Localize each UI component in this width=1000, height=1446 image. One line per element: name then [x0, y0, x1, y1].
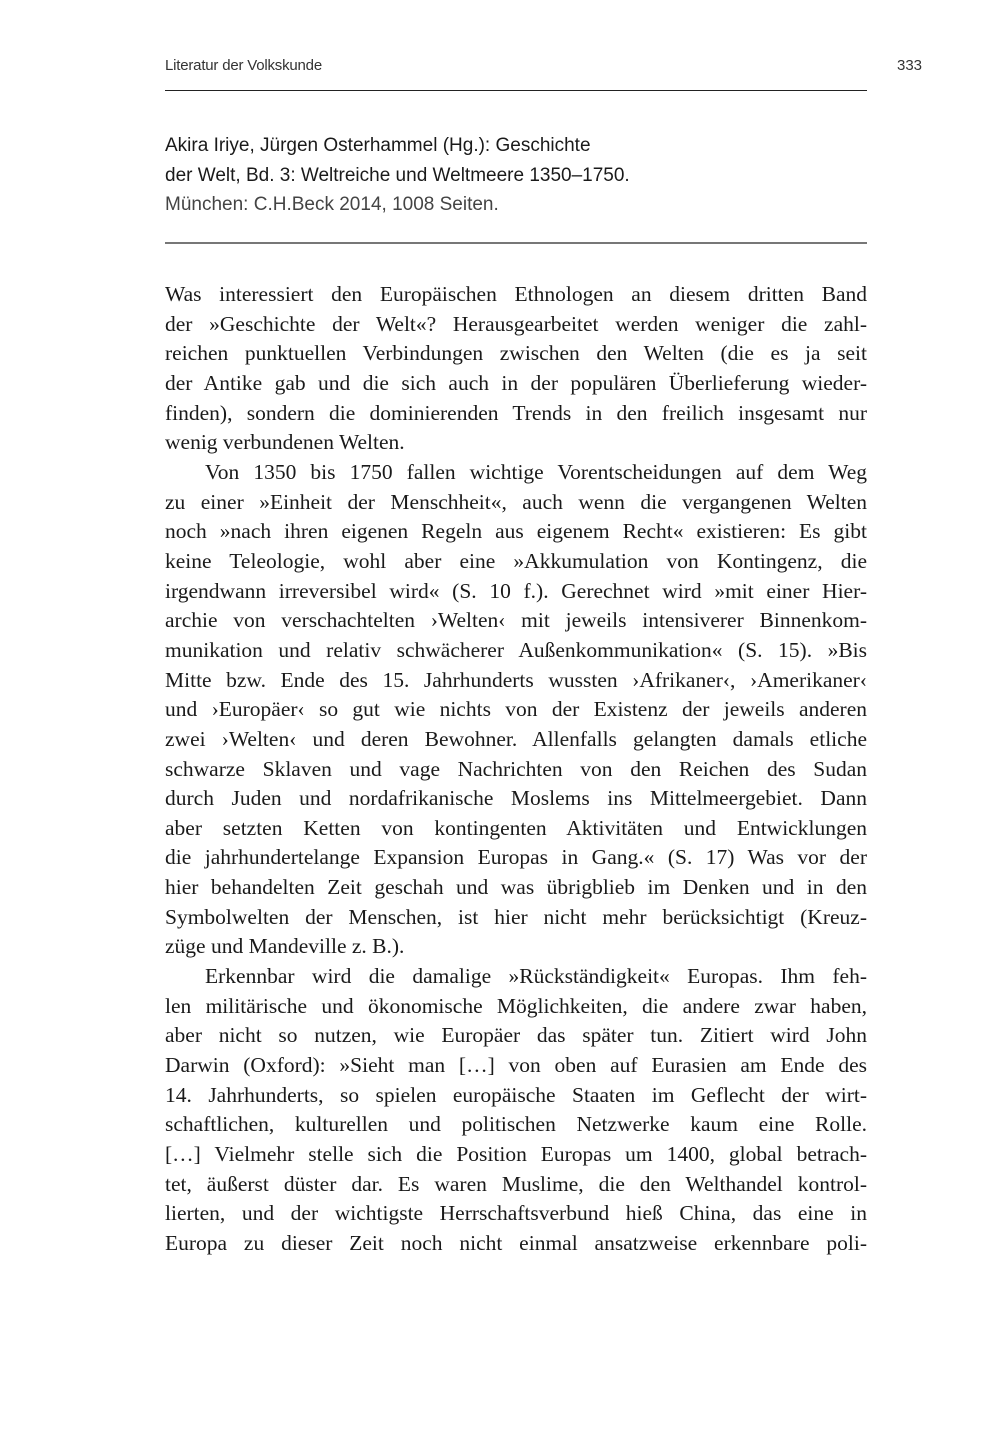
body-text-line: […] Vielmehr stelle sich die Position Europas um 1400, global betrach- [165, 1142, 867, 1167]
page-number: 333 [897, 57, 923, 74]
body-text-line: schaftlichen, kulturellen und politischen Netzwerke kaum eine Rolle. [165, 1112, 867, 1137]
body-text-line: len militärische und ökonomische Möglichkeiten, die andere zwar haben, [165, 993, 867, 1018]
review-body [165, 280, 867, 1259]
body-text-line: aber nicht so nutzen, wie Europäer das später tun. Zitiert wird John [165, 1023, 867, 1048]
heading-rule [165, 242, 867, 244]
body-text-line: Von 1350 bis 1750 fallen wichtige Vorentscheidungen auf dem Weg [205, 459, 867, 484]
body-text-line: der Antike gab und die sich auch in der populären Überlieferung wieder- [165, 370, 867, 395]
body-text-line: aber setzten Ketten von kontingenten Aktivitäten und Entwicklungen [165, 815, 867, 840]
body-text-line: zu einer »Einheit der Menschheit«, auch wenn die vergangenen Welten [165, 489, 867, 514]
body-text-line: Was interessiert den Europäischen Ethnologen an diesem dritten Band [165, 282, 867, 306]
body-text-line: noch »nach ihren eigenen Regeln aus eigenem Recht« existieren: Es gibt [165, 519, 867, 544]
body-text-line: irgendwann irreversibel wird« (S. 10 f.). Gerechnet wird »mit einer Hier- [165, 578, 867, 603]
body-text-line: finden), sondern die dominierenden Trends in den freilich insgesamt nur [165, 400, 867, 425]
body-text-line: und ›Europäer‹ so gut wie nichts von der Existenz der jeweils anderen [165, 697, 867, 722]
title-line: Akira Iriye, Jürgen Osterhammel (Hg.): Geschichte [165, 135, 591, 156]
header-rule [165, 90, 867, 91]
running-title: Literatur der Volkskunde [165, 57, 322, 74]
body-text-line: keine Teleologie, wohl aber eine »Akkumulation von Kontingenz, die [165, 548, 867, 573]
body-text-line: der »Geschichte der Welt«? Herausgearbeitet werden weniger die zahl- [165, 311, 867, 336]
body-text-line: züge und Mandeville z. B.). [165, 934, 405, 959]
body-text-line: hier behandelten Zeit geschah und was übrigblieb im Denken und in den [165, 875, 867, 900]
publication-info: München: C.H.Beck 2014, 1008 Seiten. [165, 194, 499, 215]
body-text-line: reichen punktuellen Verbindungen zwischen den Welten (die es ja seit [165, 341, 867, 366]
body-text-line: Mitte bzw. Ende des 15. Jahrhunderts wussten ›Afrikaner‹, ›Amerikaner‹ [165, 667, 867, 692]
body-text-line: wenig verbundenen Welten. [165, 430, 405, 455]
body-text-line: die jahrhundertelange Expansion Europas in Gang.« (S. 17) Was vor der [165, 845, 867, 870]
body-text-line: tet, äußerst düster dar. Es waren Muslime, die den Welthandel kontrol- [165, 1171, 867, 1196]
body-text-line: lierten, und der wichtigste Herrschaftsverbund hieß China, das eine in [165, 1201, 867, 1226]
body-text-line: 14. Jahrhunderts, so spielen europäische Staaten im Geflecht der wirt- [165, 1082, 867, 1107]
body-text-line: Erkennbar wird die damalige »Rückständigkeit« Europas. Ihm feh- [205, 964, 867, 989]
title-line: der Welt, Bd. 3: Weltreiche und Weltmeere 1350–1750. [165, 164, 630, 186]
body-text-line: Darwin (Oxford): »Sieht man […] von oben auf Eurasien am Ende des [165, 1053, 867, 1078]
review-heading [165, 131, 630, 220]
body-text-line: munikation und relativ schwächerer Außenkommunikation« (S. 15). »Bis [165, 637, 867, 662]
body-text-line: zwei ›Welten‹ und deren Bewohner. Allenfalls gelangten damals etliche [165, 726, 867, 751]
body-text-line: schwarze Sklaven und vage Nachrichten von den Reichen des Sudan [165, 756, 867, 781]
body-text-line: archie von verschachtelten ›Welten‹ mit jeweils intensiverer Binnenkom- [165, 608, 867, 633]
body-text-line: Europa zu dieser Zeit noch nicht einmal ansatzweise erkennbare poli- [165, 1231, 867, 1255]
body-text-line: durch Juden und nordafrikanische Moslems ins Mittelmeergebiet. Dann [165, 786, 867, 811]
body-text-line: Symbolwelten der Menschen, ist hier nicht mehr berücksichtigt (Kreuz- [165, 904, 867, 929]
